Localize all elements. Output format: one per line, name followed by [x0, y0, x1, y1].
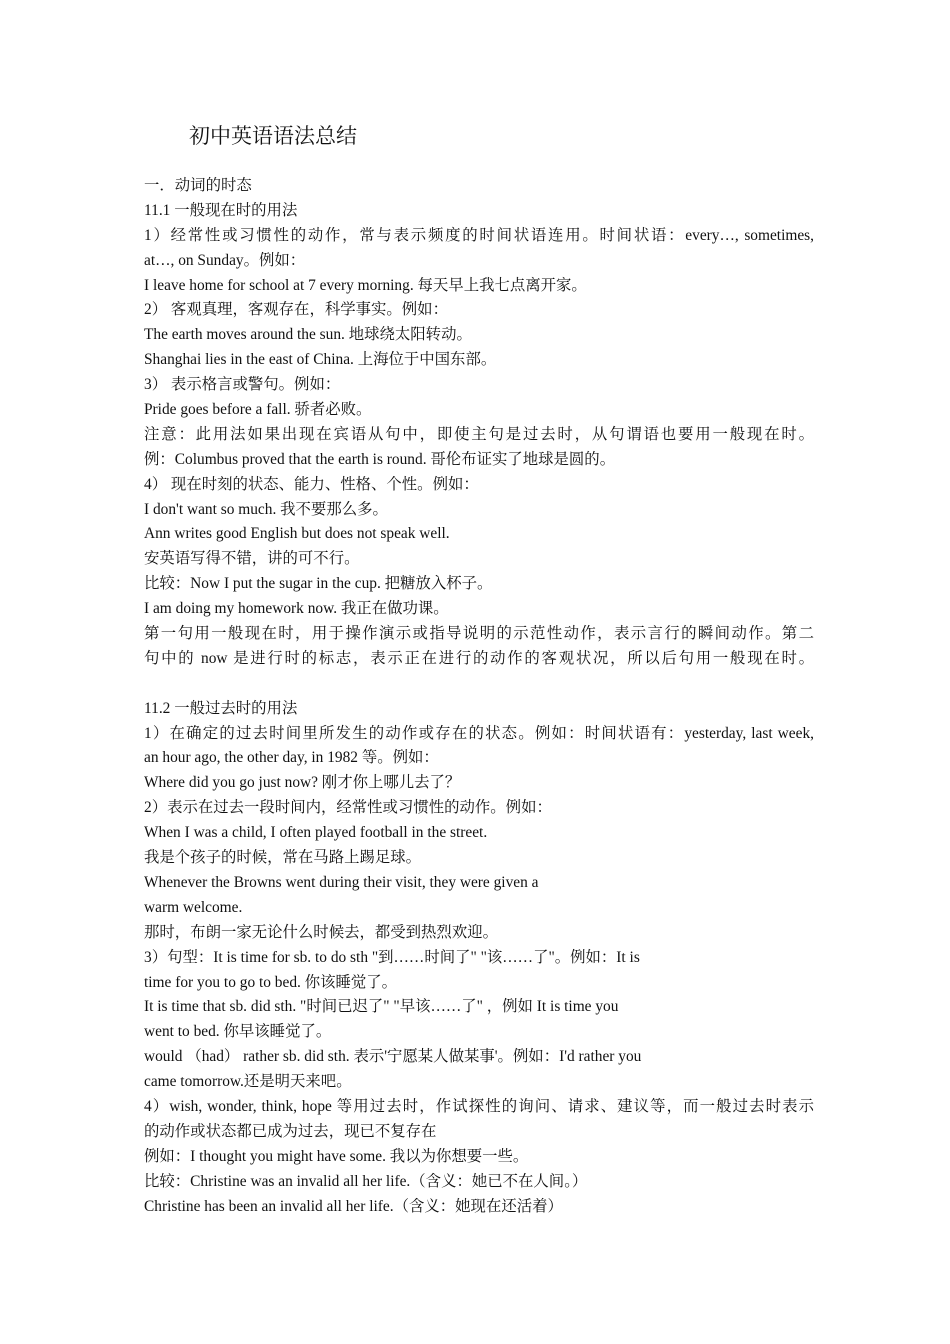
document-body [144, 174, 814, 1219]
text-line: 那时，布朗一家无论什么时候去，都受到热烈欢迎。 [144, 923, 498, 941]
text-line: would （had） rather sb. did sth. 表示'宁愿某人做某事'。例如：I'd rather you [144, 1048, 642, 1066]
text-line: 4）wish, wonder, think, hope 等用过去时，作试探性的询问、请求、建议等，而一般过去时表示 [144, 1097, 814, 1115]
text-line: time for you to go to bed. 你该睡觉了。 [144, 973, 398, 991]
text-line: 注意：此用法如果出现在宾语从句中，即使主句是过去时，从句谓语也要用一般现在时。 [144, 425, 814, 443]
text-line: Shanghai lies in the east of China. 上海位于中国东部。 [144, 351, 497, 369]
text-line: 一．动词的时态 [144, 177, 252, 194]
text-line: at…, on Sunday。例如： [144, 251, 306, 269]
text-line: warm welcome. [144, 898, 243, 916]
text-line: 比较：Now I put the sugar in the cup. 把糖放入杯子。 [144, 575, 493, 593]
text-line: 2）表示在过去一段时间内，经常性或习惯性的动作。例如： [144, 799, 552, 817]
text-line: The earth moves around the sun. 地球绕太阳转动。 [144, 326, 472, 344]
text-line: Ann writes good English but does not speak well. [144, 525, 450, 543]
text-line: 比较：Christine was an invalid all her life.（含义：她已不在人间。） [144, 1172, 588, 1190]
text-line: came tomorrow.还是明天来吧。 [144, 1073, 352, 1091]
text-line: It is time that sb. did sth. "时间已迟了" "早该……了" ，例如 It is time you [144, 998, 619, 1016]
text-line: Christine has been an invalid all her life.（含义：她现在还活着） [144, 1197, 563, 1215]
text-line: 1）经常性或习惯性的动作，常与表示频度的时间状语连用。时间状语：every…, sometimes, [144, 226, 814, 244]
text-line: 1）在确定的过去时间里所发生的动作或存在的状态。例如：时间状语有：yesterday, last week, [144, 724, 814, 742]
text-line: Pride goes before a fall. 骄者必败。 [144, 401, 372, 419]
text-line: 的动作或状态都已成为过去，现已不复存在 [144, 1122, 437, 1140]
text-line: When I was a child, I often played football in the street. [144, 824, 488, 842]
text-line: 例：Columbus proved that the earth is round. 哥伦布证实了地球是圆的。 [144, 450, 616, 468]
text-line: 11.2 一般过去时的用法 [144, 699, 298, 717]
text-line: 2） 客观真理，客观存在，科学事实。例如： [144, 301, 448, 319]
text-line: 4） 现在时刻的状态、能力、性格、个性。例如： [144, 475, 479, 493]
text-line: 安英语写得不错，讲的可不行。 [144, 550, 360, 568]
text-line: I leave home for school at 7 every morning. 每天早上我七点离开家。 [144, 276, 587, 294]
text-line: Whenever the Browns went during their visit, they were given a [144, 873, 539, 891]
text-line: went to bed. 你早该睡觉了。 [144, 1023, 332, 1041]
text-line: 第一句用一般现在时，用于操作演示或指导说明的示范性动作，表示言行的瞬间动作。第二 [144, 625, 814, 643]
text-line: I don't want so much. 我不要那么多。 [144, 500, 388, 518]
text-line: I am doing my homework now. 我正在做功课。 [144, 600, 449, 618]
text-line: 11.1 一般现在时的用法 [144, 201, 298, 219]
text-line: 句中的 now 是进行时的标志，表示正在进行的动作的客观状况，所以后句用一般现在时。 [144, 649, 814, 667]
text-line: 3）句型：It is time for sb. to do sth "到……时间了" "该……了"。例如：It is [144, 948, 640, 966]
document-title: 初中英语语法总结 [189, 124, 357, 148]
text-line: Where did you go just now? 刚才你上哪儿去了？ [144, 774, 461, 792]
text-line: 3） 表示格言或警句。例如： [144, 376, 341, 394]
text-line: an hour ago, the other day, in 1982 等。例如： [144, 749, 439, 767]
text-line: 我是个孩子的时候，常在马路上踢足球。 [144, 849, 422, 867]
text-line: 例如：I thought you might have some. 我以为你想要一些。 [144, 1147, 529, 1165]
blank-line [144, 672, 814, 697]
